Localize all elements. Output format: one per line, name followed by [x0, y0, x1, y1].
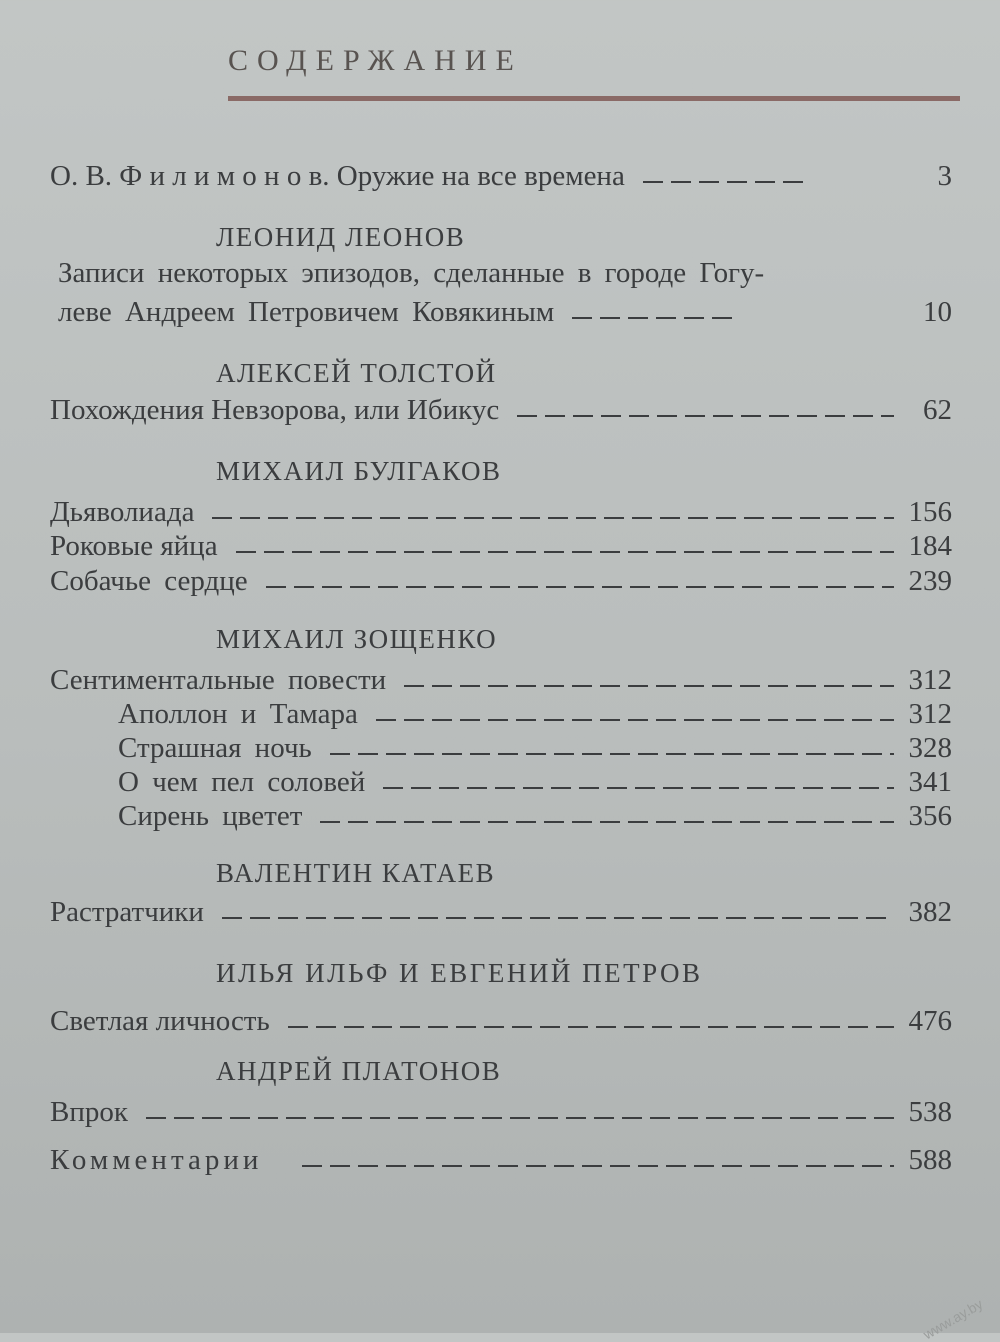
page-number: 312	[908, 698, 952, 730]
toc-entry-intro	[50, 160, 952, 193]
intro-title: Оружие на все времена	[336, 160, 625, 192]
toc-entry	[50, 1096, 952, 1129]
entry-title: леве Андреем Петровичем Ковякиным	[58, 296, 555, 328]
leader-dashes	[302, 1165, 894, 1167]
leader-dashes	[236, 551, 894, 553]
toc-entry	[50, 394, 952, 427]
leader-dashes	[404, 685, 894, 687]
page-number: 588	[908, 1144, 952, 1176]
entry-title: Впрок	[50, 1096, 128, 1128]
toc-entry	[50, 565, 952, 598]
page-number: 62	[923, 394, 952, 426]
leader-dashes	[643, 181, 803, 183]
leader-dashes	[212, 517, 894, 519]
author-heading-tolstoy: АЛЕКСЕЙ ТОЛСТОЙ	[216, 358, 497, 388]
toc-entry-leonov-line1: Записи некоторых эпизодов, сделанные в городе Гогу-	[58, 257, 765, 289]
page-number: 382	[908, 896, 952, 928]
entry-title: Светлая личность	[50, 1005, 270, 1037]
entry-title: Сентиментальные повести	[50, 664, 387, 696]
author-heading-bulgakov: МИХАИЛ БУЛГАКОВ	[216, 456, 502, 486]
leader-dashes	[266, 586, 894, 588]
title-underline	[228, 96, 960, 101]
toc-entry	[50, 496, 952, 529]
leader-dashes	[517, 415, 894, 417]
entry-title: Дьяволиада	[50, 496, 195, 528]
entry-title: Роковые яйца	[50, 530, 218, 562]
toc-entry-comments	[50, 1144, 952, 1177]
entry-title: Аполлон и Тамара	[118, 698, 358, 730]
toc-subentry	[118, 800, 952, 833]
toc-entry	[50, 896, 952, 929]
leader-dashes	[383, 787, 894, 789]
toc-subentry	[118, 698, 952, 731]
intro-author: О. В. Ф и л и м о н о в.	[50, 160, 330, 192]
entry-title: Растратчики	[50, 896, 204, 928]
toc-subentry	[118, 732, 952, 765]
page-number: 3	[937, 160, 952, 192]
author-heading-zoshchenko: МИХАИЛ ЗОЩЕНКО	[216, 624, 498, 654]
page-number: 312	[908, 664, 952, 696]
leader-dashes	[320, 821, 894, 823]
entry-title: Собачье сердце	[50, 565, 248, 597]
author-heading-ilf-petrov: ИЛЬЯ ИЛЬФ И ЕВГЕНИЙ ПЕТРОВ	[216, 958, 703, 988]
leader-dashes	[330, 753, 894, 755]
page-number: 328	[908, 732, 952, 764]
toc-entry	[50, 1005, 952, 1038]
author-heading-leonov: ЛЕОНИД ЛЕОНОВ	[216, 222, 466, 252]
toc-entry	[50, 530, 952, 563]
watermark: www.ay.by	[920, 1295, 986, 1342]
leader-dashes	[146, 1117, 894, 1119]
entry-title: Сирень цветет	[118, 800, 303, 832]
author-heading-platonov: АНДРЕЙ ПЛАТОНОВ	[216, 1056, 502, 1086]
page-number: 538	[908, 1096, 952, 1128]
page-number: 356	[908, 800, 952, 832]
page-number: 476	[908, 1005, 952, 1037]
entry-title: Комментарии	[50, 1144, 263, 1176]
leader-dashes	[222, 917, 894, 919]
toc-entry-leonov	[58, 296, 952, 329]
entry-title: О чем пел соловей	[118, 766, 366, 798]
page-number: 10	[923, 296, 952, 328]
toc-entry	[50, 664, 952, 697]
entry-title: Страшная ночь	[118, 732, 312, 764]
page-title: СОДЕРЖАНИЕ	[228, 44, 523, 77]
leader-dashes	[376, 719, 894, 721]
page-number: 239	[908, 565, 952, 597]
leader-dashes	[288, 1026, 894, 1028]
author-heading-kataev: ВАЛЕНТИН КАТАЕВ	[216, 858, 496, 888]
toc-subentry	[118, 766, 952, 799]
page-number: 184	[908, 530, 952, 562]
entry-title: Похождения Невзорова, или Ибикус	[50, 394, 500, 426]
page-number: 341	[908, 766, 952, 798]
page-number: 156	[908, 496, 952, 528]
leader-dashes	[572, 317, 732, 319]
